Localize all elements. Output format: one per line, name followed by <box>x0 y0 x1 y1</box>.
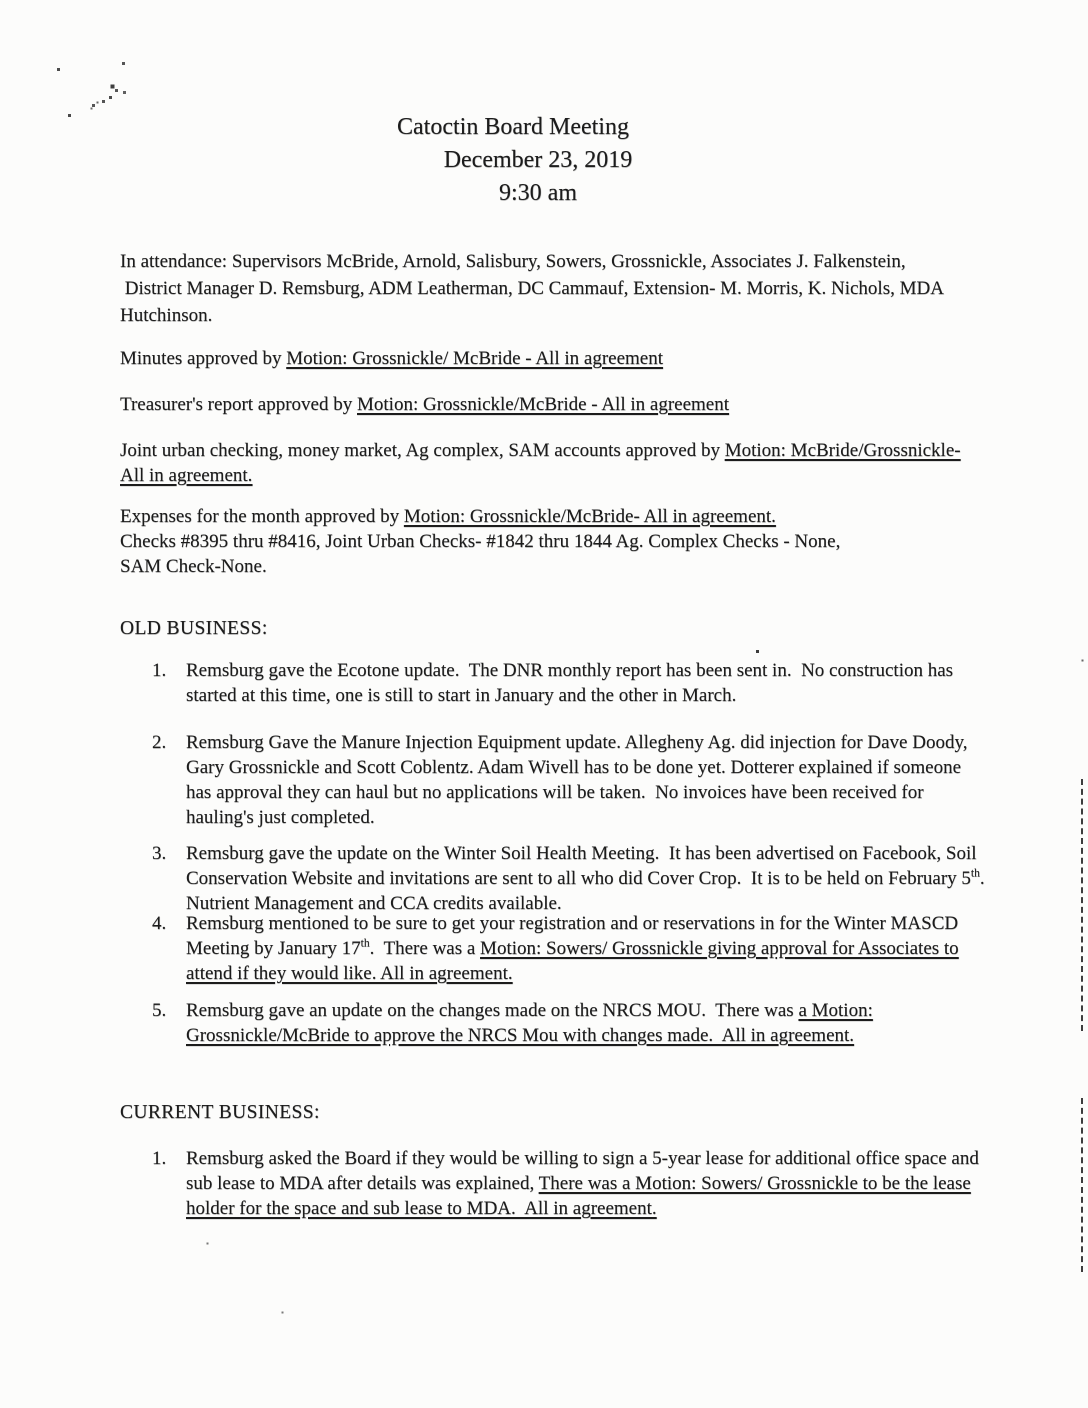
item-text <box>186 998 873 1048</box>
item-number: 3. <box>152 843 167 864</box>
item-text <box>186 658 953 708</box>
plain-text: Treasurer's report approved by <box>120 394 357 415</box>
current-business-heading: CURRENT BUSINESS: <box>120 1102 320 1123</box>
plain-text: Expenses for the month approved by <box>120 506 404 527</box>
underlined-motion-text: There was a Motion: Sowers/ Grossnickle to be the lease <box>538 1173 971 1194</box>
underlined-motion-text: attend if they would like. All in agreement. <box>186 963 513 984</box>
underlined-motion-text: Motion: Grossnickle/ McBride - All in agreement <box>286 348 663 369</box>
item-text <box>186 841 985 916</box>
attendance-line: Hutchinson. <box>120 305 213 326</box>
scan-edge-artifact-top <box>1081 779 1083 1031</box>
old-business-item-1 <box>152 658 953 708</box>
item-text <box>186 911 959 986</box>
accounts-approval-paragraph <box>120 438 961 488</box>
ordinal-superscript: th <box>970 867 980 880</box>
item-line: Remsburg Gave the Manure Injection Equipment update. Allegheny Ag. did injection for Dave Doody, <box>186 732 968 753</box>
item-line: Remsburg gave the update on the Winter Soil Health Meeting. It has been advertised on Facebook, Soil <box>186 843 977 864</box>
attendance-paragraph <box>120 248 944 329</box>
scan-edge-artifact-bottom <box>1081 1098 1083 1272</box>
treasurer-approval-paragraph <box>120 392 729 417</box>
underlined-motion-text: Motion: Grossnickle/McBride - All in agreement <box>357 394 730 415</box>
underlined-motion-text: Motion: McBride/Grossnickle- <box>724 440 961 461</box>
plain-text: Meeting by January 17 <box>186 938 361 959</box>
ordinal-superscript: th <box>360 937 370 950</box>
item-line: Remsburg gave the Ecotone update. The DNR monthly report has been sent in. No construction has <box>186 660 954 681</box>
item-line: Gary Grossnickle and Scott Coblentz. Adam Wivell has to be done yet. Dotterer explained if someone <box>186 757 962 778</box>
minutes-approval-paragraph <box>120 346 663 371</box>
plain-text: . There was a <box>369 938 481 959</box>
item-line <box>186 1171 979 1196</box>
expenses-approval-paragraph <box>120 504 840 579</box>
current-business-item-1 <box>152 1146 979 1221</box>
treasurer-approval-line <box>120 392 729 417</box>
underlined-motion-text: holder for the space and sub lease to MDA. All in agreement. <box>186 1198 657 1219</box>
item-line: Remsburg mentioned to be sure to get your registration and or reservations in for the Winter MASCD <box>186 913 959 934</box>
underlined-motion-text: All in agreement. <box>120 465 253 486</box>
old-business-item-2 <box>152 730 967 830</box>
old-business-item-3 <box>152 841 985 916</box>
item-text <box>186 1146 979 1221</box>
item-number: 1. <box>152 660 167 681</box>
expenses-checks-line: Checks #8395 thru #8416, Joint Urban Checks- #1842 thru 1844 Ag. Complex Checks - None, <box>120 531 841 552</box>
accounts-approval-line <box>120 463 961 488</box>
document-title <box>0 111 1026 210</box>
expenses-sam-line: SAM Check-None. <box>120 556 267 577</box>
minutes-approval-line <box>120 346 663 371</box>
item-line: has approval they can haul but no applications will be taken. No invoices have been received for <box>186 782 924 803</box>
item-line <box>186 961 959 986</box>
plain-text: Joint urban checking, money market, Ag complex, SAM accounts approved by <box>120 440 725 461</box>
item-line <box>186 998 873 1023</box>
item-text <box>186 730 967 830</box>
attendance-line: In attendance: Supervisors McBride, Arnold, Salisbury, Sowers, Grossnickle, Associates J. Falkenstein, <box>120 251 906 272</box>
title-meeting-name: Catoctin Board Meeting <box>397 114 629 140</box>
plain-text: Conservation Website and invitations are sent to all who did Cover Crop. It is to be held on February 5 <box>186 868 971 889</box>
item-line <box>186 1196 979 1221</box>
item-line: Nutrient Management and CCA credits available. <box>186 893 562 914</box>
plain-text: Minutes approved by <box>120 348 287 369</box>
item-line <box>186 866 985 891</box>
item-number: 4. <box>152 913 167 934</box>
item-line <box>186 1023 873 1048</box>
title-date: December 23, 2019 <box>443 147 633 173</box>
attendance-line: District Manager D. Remsburg, ADM Leatherman, DC Cammauf, Extension- M. Morris, K. Nichols, MDA <box>120 278 944 299</box>
plain-text: Remsburg gave an update on the changes made on the NRCS MOU. There was <box>186 1000 799 1021</box>
old-business-item-4 <box>152 911 959 986</box>
item-number: 5. <box>152 1000 167 1021</box>
item-number: 1. <box>152 1148 167 1169</box>
item-number: 2. <box>152 732 167 753</box>
plain-text: sub lease to MDA after details was explained, <box>186 1173 539 1194</box>
old-business-heading: OLD BUSINESS: <box>120 618 268 639</box>
item-line: hauling's just completed. <box>186 807 375 828</box>
plain-text: . <box>979 868 985 889</box>
item-line <box>186 936 959 961</box>
item-line: Remsburg asked the Board if they would be willing to sign a 5-year lease for additional office space and <box>186 1148 979 1169</box>
underlined-motion-text: a Motion: <box>798 1000 873 1021</box>
expenses-approval-line <box>120 504 840 529</box>
title-time: 9:30 am <box>499 180 577 206</box>
underlined-motion-text: Grossnickle/McBride to approve the NRCS Mou with changes made. All in agreement. <box>186 1025 855 1046</box>
accounts-approval-line <box>120 438 961 463</box>
old-business-item-5 <box>152 998 873 1048</box>
underlined-motion-text: Motion: Grossnickle/McBride- All in agreement. <box>403 506 776 527</box>
item-line: started at this time, one is still to start in January and the other in March. <box>186 685 737 706</box>
scan-artifacts <box>0 0 1 1</box>
underlined-motion-text: Motion: Sowers/ Grossnickle giving approval for Associates to <box>480 938 959 959</box>
